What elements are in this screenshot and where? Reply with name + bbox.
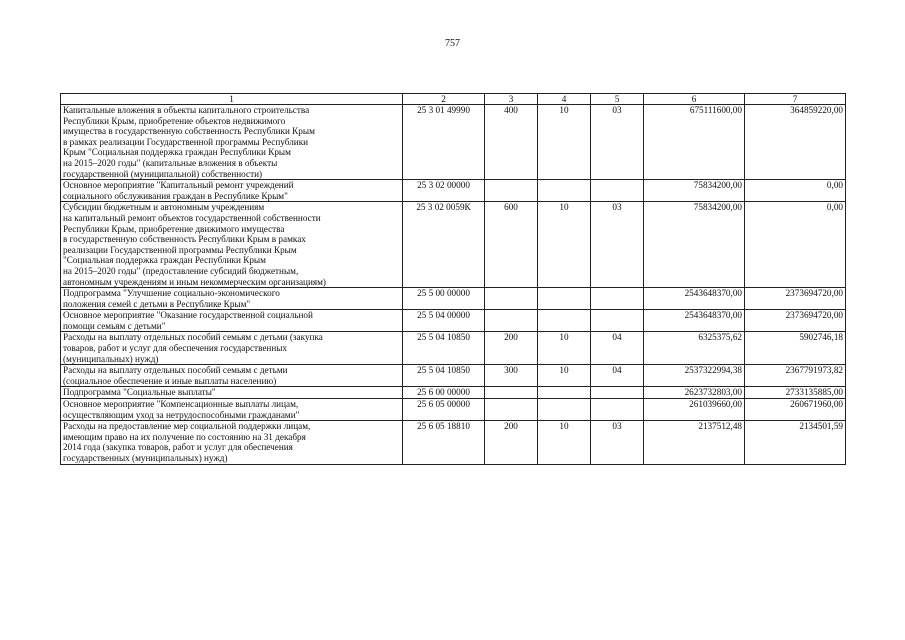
column-header: 1 — [61, 94, 403, 105]
expense-type-code: 200 — [485, 332, 538, 365]
amount-2019: 75834200,00 — [644, 202, 745, 288]
row-name: Субсидии бюджетным и автономным учреждениям на капитальный ремонт объектов государственной собственности Республики Крым, приобретение движимого имущества в государственную собственность Республики Крым в рамках реализации Государственной программы Республики Крым "Социальная поддержка граждан Республики Крым на 2015–2020 годы" (предоставление субсидий бюджетным, автономным учреждениям и иным некоммерческим организациям) — [61, 202, 403, 288]
expense-type-code — [485, 399, 538, 421]
header-row — [61, 94, 846, 105]
amount-2020: 260671960,00 — [745, 399, 846, 421]
expense-type-code: 400 — [485, 105, 538, 180]
section-code: 10 — [538, 105, 591, 180]
column-header: 4 — [538, 94, 591, 105]
row-name: Подпрограмма "Улучшение социально-экономического положения семей с детьми в Республике Крым" — [61, 288, 403, 310]
subsection-code: 04 — [591, 332, 644, 365]
expense-type-code: 300 — [485, 365, 538, 387]
row-name: Расходы на выплату отдельных пособий семьям с детьми (закупка товаров, работ и услуг для обеспечения государственных (муниципальных) нужд) — [61, 332, 403, 365]
section-code: 10 — [538, 332, 591, 365]
column-header: 7 — [745, 94, 846, 105]
subsection-code — [591, 310, 644, 332]
row-name: Основное мероприятие "Капитальный ремонт учреждений социального обслуживания граждан в Республике Крым" — [61, 180, 403, 202]
table-row — [61, 399, 846, 421]
table-row — [61, 387, 846, 399]
amount-2019: 75834200,00 — [644, 180, 745, 202]
amount-2019: 6325375,62 — [644, 332, 745, 365]
section-code — [538, 288, 591, 310]
section-code — [538, 310, 591, 332]
section-code — [538, 387, 591, 399]
amount-2019: 2543648370,00 — [644, 288, 745, 310]
amount-2019: 2537322994,38 — [644, 365, 745, 387]
column-header: 3 — [485, 94, 538, 105]
amount-2019: 675111600,00 — [644, 105, 745, 180]
expense-type-code — [485, 387, 538, 399]
target-article-code: 25 5 04 10850 — [403, 332, 485, 365]
row-name: Основное мероприятие "Оказание государственной социальной помощи семьям с детьми" — [61, 310, 403, 332]
expense-type-code: 600 — [485, 202, 538, 288]
amount-2020: 2373694720,00 — [745, 310, 846, 332]
section-code: 10 — [538, 365, 591, 387]
row-name: Основное мероприятие "Компенсационные выплаты лицам, осуществляющим уход за нетрудоспособными гражданами" — [61, 399, 403, 421]
target-article-code: 25 5 04 00000 — [403, 310, 485, 332]
amount-2019: 2623732803,00 — [644, 387, 745, 399]
amount-2020: 5902746,18 — [745, 332, 846, 365]
column-header: 2 — [403, 94, 485, 105]
amount-2020: 364859220,00 — [745, 105, 846, 180]
table-row — [61, 365, 846, 387]
target-article-code: 25 3 01 49990 — [403, 105, 485, 180]
section-code: 10 — [538, 202, 591, 288]
table-row — [61, 421, 846, 464]
table-row — [61, 288, 846, 310]
target-article-code: 25 3 02 0059К — [403, 202, 485, 288]
table-row — [61, 202, 846, 288]
subsection-code — [591, 288, 644, 310]
amount-2019: 2543648370,00 — [644, 310, 745, 332]
expense-type-code — [485, 288, 538, 310]
amount-2020: 2134501,59 — [745, 421, 846, 464]
row-name: Расходы на выплату отдельных пособий семьям с детьми (социальное обеспечение и иные выплаты населению) — [61, 365, 403, 387]
section-code — [538, 399, 591, 421]
table-row — [61, 105, 846, 180]
amount-2020: 0,00 — [745, 180, 846, 202]
section-code — [538, 180, 591, 202]
expense-type-code — [485, 310, 538, 332]
target-article-code: 25 6 00 00000 — [403, 387, 485, 399]
budget-table — [60, 93, 846, 465]
target-article-code: 25 5 00 00000 — [403, 288, 485, 310]
row-name: Подпрограмма "Социальные выплаты" — [61, 387, 403, 399]
target-article-code: 25 6 05 18810 — [403, 421, 485, 464]
table-row — [61, 310, 846, 332]
subsection-code — [591, 399, 644, 421]
target-article-code: 25 3 02 00000 — [403, 180, 485, 202]
subsection-code: 03 — [591, 105, 644, 180]
column-header: 5 — [591, 94, 644, 105]
amount-2020: 2733135885,00 — [745, 387, 846, 399]
expense-type-code — [485, 180, 538, 202]
table-row — [61, 332, 846, 365]
row-name: Капитальные вложения в объекты капитального строительства Республики Крым, приобретение объектов недвижимого имущества в государственную собственность Республики Крым в рамках реализации Государственной программы Республики Крым "Социальная поддержка граждан Республики Крым на 2015–2020 годы" (капитальные вложения в объекты государственной (муниципальной) собственности) — [61, 105, 403, 180]
target-article-code: 25 6 05 00000 — [403, 399, 485, 421]
section-code: 10 — [538, 421, 591, 464]
target-article-code: 25 5 04 10850 — [403, 365, 485, 387]
column-header: 6 — [644, 94, 745, 105]
subsection-code: 03 — [591, 202, 644, 288]
table-row — [61, 180, 846, 202]
amount-2019: 2137512,48 — [644, 421, 745, 464]
subsection-code — [591, 387, 644, 399]
row-name: Расходы на предоставление мер социальной поддержки лицам, имеющим право на их получение по состоянию на 31 декабря 2014 года (закупка товаров, работ и услуг для обеспечения государственных (муниципальных) нужд) — [61, 421, 403, 464]
amount-2019: 261039660,00 — [644, 399, 745, 421]
subsection-code — [591, 180, 644, 202]
amount-2020: 2373694720,00 — [745, 288, 846, 310]
expense-type-code: 200 — [485, 421, 538, 464]
page-number: 757 — [445, 38, 460, 49]
amount-2020: 2367791973,82 — [745, 365, 846, 387]
subsection-code: 04 — [591, 365, 644, 387]
amount-2020: 0,00 — [745, 202, 846, 288]
subsection-code: 03 — [591, 421, 644, 464]
